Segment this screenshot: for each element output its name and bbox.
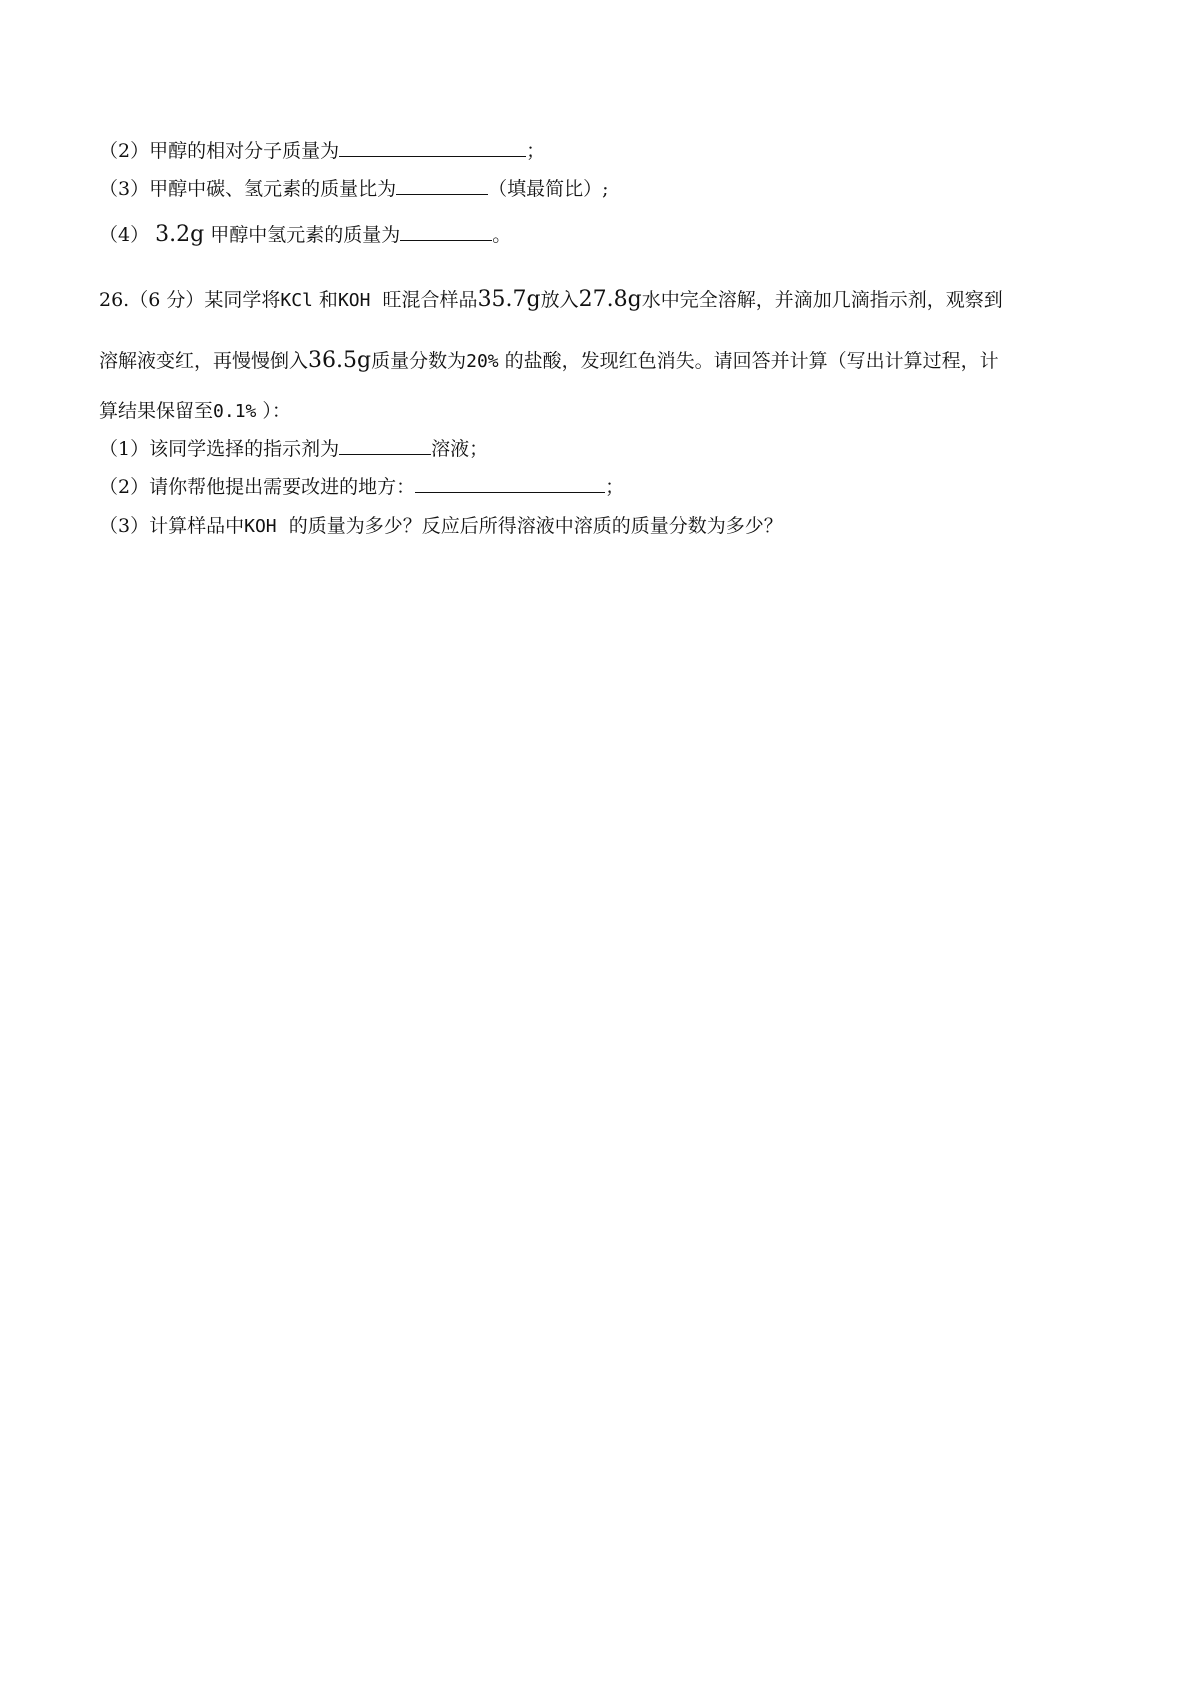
mass-value: 27.8g xyxy=(578,287,642,312)
q25-part3 xyxy=(99,176,609,202)
question-text: 甲醇的相对分子质量为 xyxy=(149,140,340,162)
text: ）： xyxy=(262,400,291,422)
answer-blank[interactable] xyxy=(415,474,605,493)
text: 质量分数为 xyxy=(371,350,467,372)
answer-blank[interactable] xyxy=(339,138,526,157)
question-header: 26.（6 分）某同学将 xyxy=(99,289,281,311)
part-number: （3） xyxy=(99,178,150,200)
answer-blank[interactable] xyxy=(339,436,431,455)
punctuation: ； xyxy=(526,140,546,162)
q26-sub1 xyxy=(99,436,488,462)
percent-value: 20% xyxy=(466,351,499,372)
question-note: （填最简比）; xyxy=(488,178,609,200)
question-text: 请你帮他提出需要改进的地方： xyxy=(149,476,416,498)
answer-blank[interactable] xyxy=(396,176,488,195)
q26-line3 xyxy=(99,398,291,424)
question-text: 该同学选择的指示剂为 xyxy=(149,438,340,460)
part-number: （2） xyxy=(99,476,150,498)
question-text: 的质量为多少？反应后所得溶液中溶质的质量分数为多少？ xyxy=(288,515,783,537)
q26-line1 xyxy=(99,287,1003,313)
text: 水中完全溶解，并滴加几滴指示剂，观察到 xyxy=(641,289,1003,311)
question-text: 甲醇中碳、氢元素的质量比为 xyxy=(149,178,397,200)
mass-value: 36.5g xyxy=(308,348,372,373)
part-number: （1） xyxy=(99,438,150,460)
punctuation: ； xyxy=(605,476,625,498)
text: 的盐酸，发现红色消失。请回答并计算（写出计算过程，计 xyxy=(504,350,999,372)
text: 算结果保留至 xyxy=(99,400,214,422)
punctuation: 。 xyxy=(492,224,512,246)
text: 旺混合样品 xyxy=(382,289,478,311)
text: 溶解液变红，再慢慢倒入 xyxy=(99,350,309,372)
mass-value: 35.7g xyxy=(477,287,541,312)
q26-sub2 xyxy=(99,474,624,500)
text: 和 xyxy=(318,289,338,311)
q25-part2 xyxy=(99,138,545,164)
text: 放入 xyxy=(540,289,579,311)
question-text: 甲醇中氢元素的质量为 xyxy=(210,224,401,246)
answer-blank[interactable] xyxy=(400,222,492,241)
part-number: （3） xyxy=(99,515,150,537)
formula-koh: KOH xyxy=(244,516,277,537)
percent-value: 0.1% xyxy=(213,401,257,422)
q25-part4 xyxy=(99,222,511,248)
question-text: 计算样品中 xyxy=(149,515,245,537)
formula-koh: KOH xyxy=(337,290,371,311)
q26-sub3 xyxy=(99,513,783,539)
part-number: （4） xyxy=(99,224,150,246)
formula-kcl: KCl xyxy=(280,290,313,311)
q26-line2 xyxy=(99,348,999,374)
mass-value: 3.2g xyxy=(155,222,205,247)
text: 溶液； xyxy=(431,438,489,460)
part-number: （2） xyxy=(99,140,150,162)
